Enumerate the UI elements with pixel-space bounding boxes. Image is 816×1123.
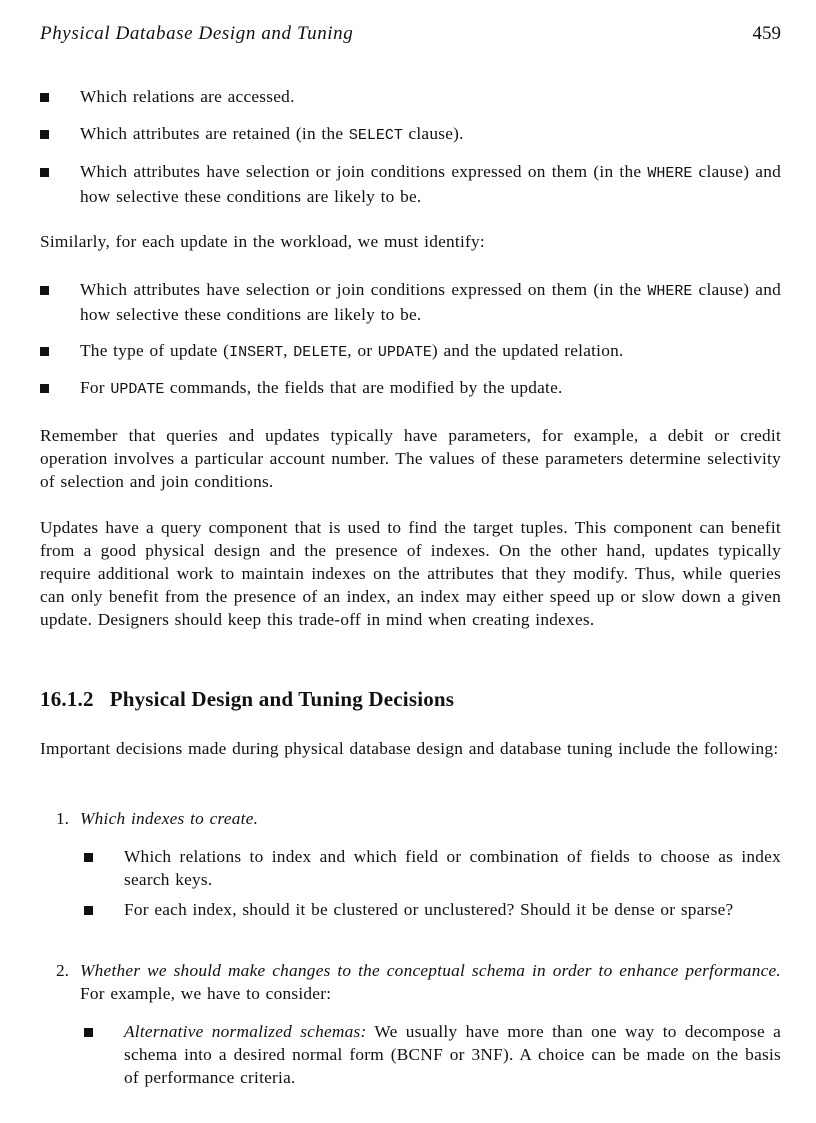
bullet-icon [40, 168, 49, 177]
code-keyword: DELETE [293, 344, 348, 361]
text: Which attributes have selection or join conditions expressed on them (in the [80, 280, 648, 299]
text: The type of update ( [80, 341, 230, 360]
bullet-icon [40, 130, 49, 139]
text: clause) and how selective these conditions are likely to be. [80, 280, 782, 324]
running-header-title: Physical Database Design and Tuning [40, 23, 354, 44]
bullet-icon [40, 286, 49, 295]
item-title: Whether we should make changes to the conceptual schema in order to enhance performance. [80, 961, 781, 980]
list-item [80, 160, 781, 208]
text: clause). [402, 124, 464, 143]
list-item [80, 376, 781, 401]
bullet-icon [84, 853, 93, 862]
text: , or [347, 341, 378, 360]
item-number: 1. [56, 809, 69, 828]
text: Which attributes have selection or join conditions expressed on them (in the [80, 162, 648, 181]
numbered-item [80, 807, 781, 830]
text: For [80, 378, 111, 397]
list-item [80, 122, 781, 147]
item-number: 2. [56, 961, 69, 980]
text: , [283, 341, 294, 360]
numbered-item [80, 959, 781, 1005]
list-item [124, 1020, 781, 1089]
section-number: 16.1.2 [40, 687, 94, 711]
code-keyword: WHERE [647, 283, 693, 300]
code-keyword: UPDATE [110, 381, 165, 398]
paragraph: Updates have a query component that is used to find the target tuples. This component can benefit from a good physical design and the presence of indexes. On the other hand, updates typically require additional work to maintain indexes on the attributes that they modify. Thus, while queries can only benefit from the presence of an index, an index may either speed up or slow down a given update. Designers should keep this trade-off in mind when creating indexes. [40, 518, 781, 629]
item-title: Which indexes to create. [80, 809, 259, 828]
list-item [80, 339, 781, 364]
bullet-icon [84, 906, 93, 915]
section-title: Physical Design and Tuning Decisions [109, 687, 455, 711]
list-item: Which relations are accessed. [80, 87, 295, 106]
bullet-icon [40, 93, 49, 102]
text: ) and the updated relation. [431, 341, 624, 360]
text: We usually have more than one way to decompose a schema into a desired normal form (BCNF or 3NF). A choice can be made on the basis of performance criteria. [124, 1022, 781, 1087]
paragraph: Remember that queries and updates typically have parameters, for example, a debit or credit operation involves a particular account number. The values of these parameters determine selectivity of selection and join conditions. [40, 426, 781, 491]
bullet-icon [40, 347, 49, 356]
text: clause) and how selective these conditions are likely to be. [80, 162, 782, 206]
paragraph: Similarly, for each update in the workload, we must identify: [40, 232, 485, 251]
text: For example, we have to consider: [80, 984, 332, 1003]
code-keyword: INSERT [229, 344, 284, 361]
text: Which attributes are retained (in the [80, 124, 349, 143]
bullet-icon [84, 1028, 93, 1037]
code-keyword: WHERE [647, 165, 693, 182]
list-item: For each index, should it be clustered or unclustered? Should it be dense or sparse? [124, 900, 734, 919]
code-keyword: SELECT [348, 127, 403, 144]
list-item [80, 278, 781, 326]
list-item: Which relations to index and which field or combination of fields to choose as index search keys. [124, 847, 781, 889]
page-number: 459 [752, 23, 781, 44]
paragraph: Important decisions made during physical database design and database tuning include the following: [40, 739, 779, 758]
section-heading [40, 688, 454, 711]
bullet-icon [40, 384, 49, 393]
text: commands, the fields that are modified by the update. [164, 378, 563, 397]
code-keyword: UPDATE [377, 344, 432, 361]
item-lead: Alternative normalized schemas: [124, 1022, 367, 1041]
